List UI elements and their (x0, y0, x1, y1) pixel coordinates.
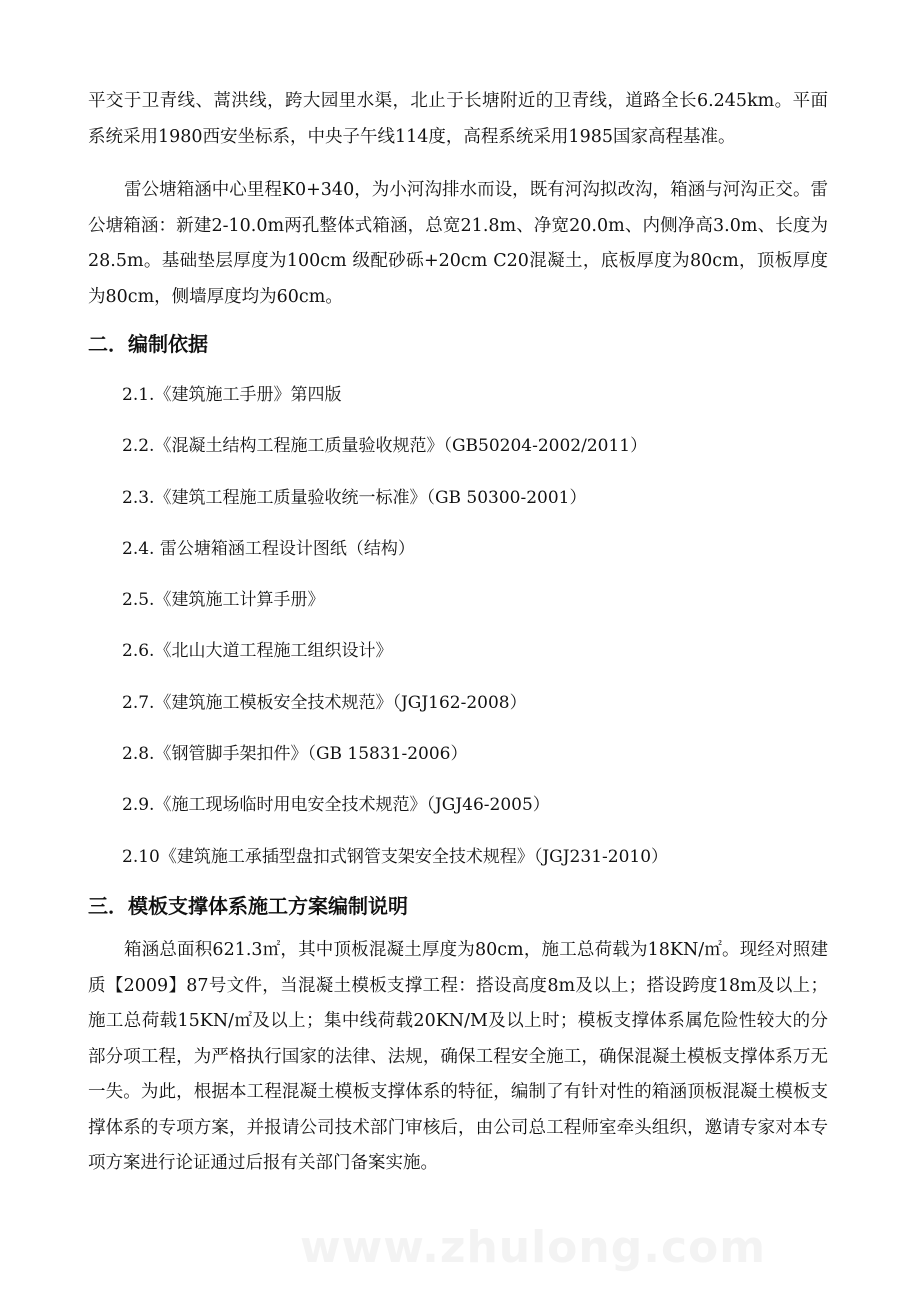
section-heading-basis: 二．编制依据 (88, 332, 208, 356)
section-heading-scheme: 三．模板支撑体系施工方案编制说明 (88, 894, 408, 918)
reference-item: 2.1.《建筑施工手册》第四版 (122, 385, 342, 405)
reference-item: 2.6.《北山大道工程施工组织设计》 (122, 641, 393, 662)
scheme-paragraph: 箱涵总面积621.3㎡，其中顶板混凝土厚度为80cm，施工总荷载为18KN/㎡。现经对照建质【2009】87号文件，当混凝土模板支撑工程：搭设高度8m及以上；搭设跨度18m及以上；施工总荷载15KN/㎡及以上；集中线荷载20KN/M及以上时；模板支撑体系属危险性较大的分部分项工程，为严格执行国家的法律、法规，确保工程安全施工，确保混凝土模板支撑体系万无一失。为此，根据本工程混凝土模板支撑体系的特征，编制了有针对性的箱涵顶板混凝土模板支撑体系的专项方案，并报请公司技术部门审核后，由公司总工程师室牵头组织，邀请专家对本专项方案进行论证通过后报有关部门备案实施。 (88, 940, 828, 1173)
reference-item: 2.3.《建筑工程施工质量验收统一标准》（GB 50300-2001） (122, 487, 587, 508)
reference-item: 2.5.《建筑施工计算手册》 (122, 590, 325, 611)
reference-item: 2.2.《混凝土结构工程施工质量验收规范》（GB50204-2002/2011） (122, 436, 648, 457)
reference-item: 2.9.《施工现场临时用电安全技术规范》（JGJ46-2005） (122, 795, 550, 816)
reference-list (122, 380, 668, 893)
reference-item: 2.7.《建筑施工模板安全技术规范》（JGJ162-2008） (122, 692, 527, 713)
watermark-text: www.zhulong.com (300, 1222, 767, 1273)
intro-paragraph-culvert: 雷公塘箱涵中心里程K0+340，为小河沟排水而设，既有河沟拟改沟，箱涵与河沟正交。雷公塘箱涵：新建2-10.0m两孔整体式箱涵，总宽21.8m、净宽20.0m、内侧净高3.0m、长度为28.5m。基础垫层厚度为100cm 级配砂砾+20cm C20混凝土，底板厚度为80cm，顶板厚度为80cm，侧墙厚度均为60cm。 (88, 180, 828, 307)
reference-item: 2.8.《钢管脚手架扣件》（GB 15831-2006） (122, 744, 468, 765)
reference-item: 2.10《建筑施工承插型盘扣式钢管支架安全技术规程》（JGJ231-2010） (122, 846, 669, 867)
intro-paragraph-route: 平交于卫青线、蒿洪线，跨大园里水渠，北止于长塘附近的卫青线，道路全长6.245km。平面系统采用1980西安坐标系，中央子午线114度，高程系统采用1985国家高程基准。 (88, 91, 828, 147)
reference-item: 2.4. 雷公塘箱涵工程设计图纸（结构） (122, 538, 415, 559)
